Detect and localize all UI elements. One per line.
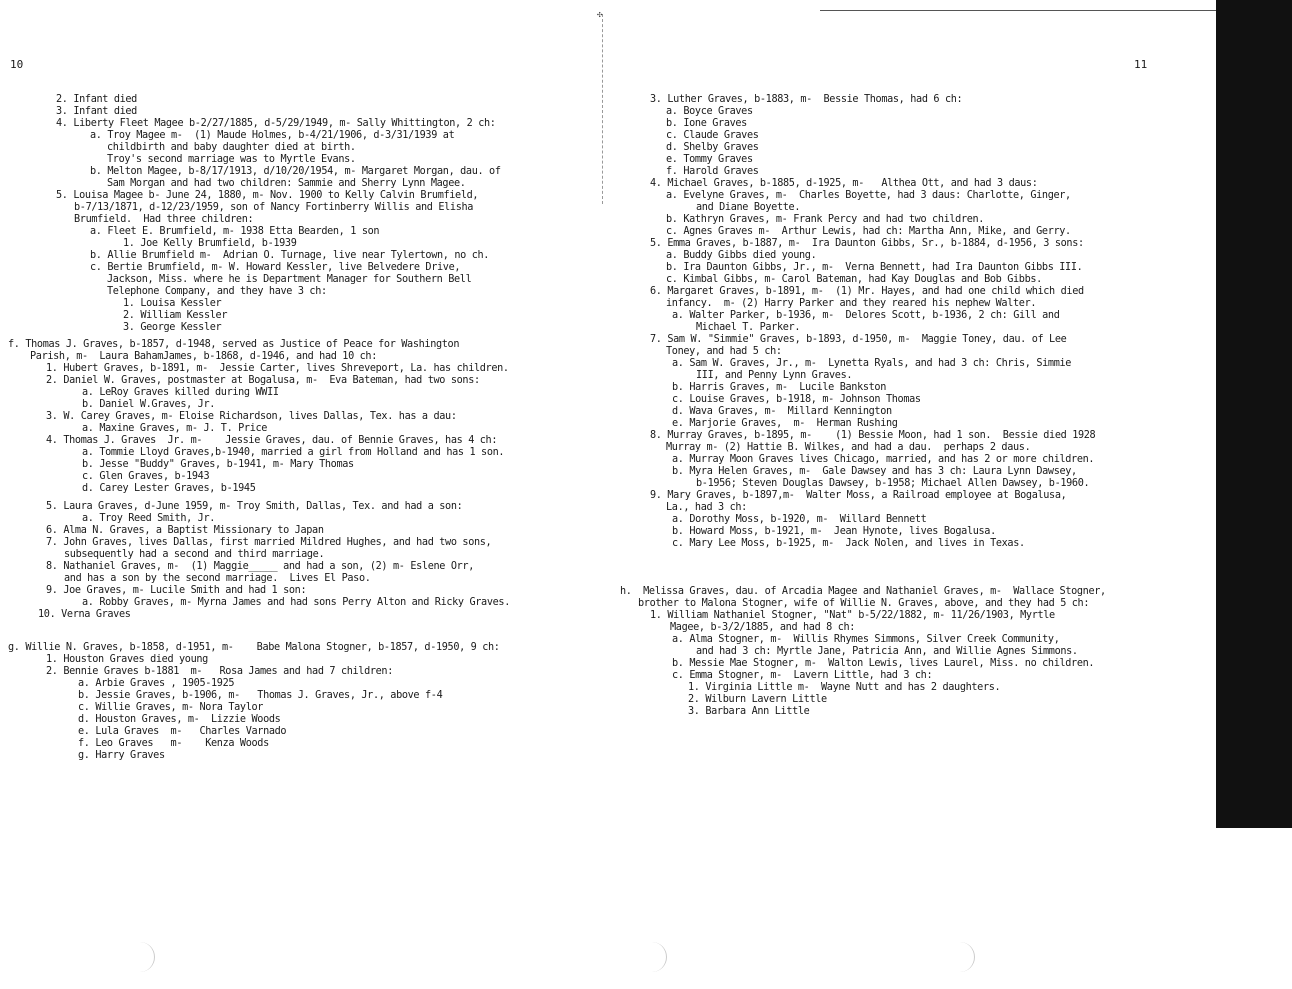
text-line: d. Wava Graves, m- Millard Kennington bbox=[672, 406, 892, 417]
text-line: h. Melissa Graves, dau. of Arcadia Magee and Nathaniel Graves, m- Wallace Stogner, bbox=[620, 586, 1106, 597]
text-line: 1. Houston Graves died young bbox=[46, 654, 208, 665]
text-line: 2. Wilburn Lavern Little bbox=[688, 694, 827, 705]
text-line: f. Leo Graves m- Kenza Woods bbox=[78, 738, 269, 749]
text-line: a. Tommie Lloyd Graves,b-1940, married a girl from Holland and has 1 son. bbox=[82, 447, 505, 458]
text-line: c. Emma Stogner, m- Lavern Little, had 3 ch: bbox=[672, 670, 933, 681]
text-line: Telephone Company, and they have 3 ch: bbox=[107, 286, 327, 297]
text-line: c. Willie Graves, m- Nora Taylor bbox=[78, 702, 264, 713]
text-line: Toney, and had 5 ch: bbox=[666, 346, 782, 357]
text-line: c. Agnes Graves m- Arthur Lewis, had ch: Martha Ann, Mike, and Gerry. bbox=[666, 226, 1071, 237]
text-line: b. Kathryn Graves, m- Frank Percy and had two children. bbox=[666, 214, 985, 225]
text-line: a. Murray Moon Graves lives Chicago, married, and has 2 or more children. bbox=[672, 454, 1095, 465]
text-line: a. Walter Parker, b-1936, m- Delores Scott, b-1936, 2 ch: Gill and bbox=[672, 310, 1060, 321]
text-line: c. Louise Graves, b-1918, m- Johnson Thomas bbox=[672, 394, 921, 405]
text-line: b. Jesse "Buddy" Graves, b-1941, m- Mary Thomas bbox=[82, 459, 354, 470]
text-line: a. Evelyne Graves, m- Charles Boyette, had 3 daus: Charlotte, Ginger, bbox=[666, 190, 1071, 201]
scan-edge-shadow bbox=[1216, 0, 1292, 828]
text-line: b. Daniel W.Graves, Jr. bbox=[82, 399, 216, 410]
text-line: a. Buddy Gibbs died young. bbox=[666, 250, 817, 261]
text-line: b. Jessie Graves, b-1906, m- Thomas J. Graves, Jr., above f-4 bbox=[78, 690, 443, 701]
text-line: a. Fleet E. Brumfield, m- 1938 Etta Bearden, 1 son bbox=[90, 226, 380, 237]
text-line: e. Marjorie Graves, m- Herman Rushing bbox=[672, 418, 898, 429]
text-line: b-1956; Steven Douglas Dawsey, b-1958; Michael Allen Dawsey, b-1960. bbox=[696, 478, 1090, 489]
text-line: and has a son by the second marriage. Lives El Paso. bbox=[64, 573, 371, 584]
text-line: c. Glen Graves, b-1943 bbox=[82, 471, 210, 482]
text-line: a. Arbie Graves , 1905-1925 bbox=[78, 678, 235, 689]
left-page bbox=[0, 0, 603, 989]
gutter-mark: ✣ bbox=[597, 10, 603, 20]
text-line: 8. Murray Graves, b-1895, m- (1) Bessie Moon, had 1 son. Bessie died 1928 bbox=[650, 430, 1096, 441]
text-line: b. Ira Daunton Gibbs, Jr., m- Verna Bennett, had Ira Daunton Gibbs III. bbox=[666, 262, 1083, 273]
text-line: 8. Nathaniel Graves, m- (1) Maggie_____ and had a son, (2) m- Eslene Orr, bbox=[46, 561, 474, 572]
text-line: c. Claude Graves bbox=[666, 130, 759, 141]
text-line: 1. Hubert Graves, b-1891, m- Jessie Carter, lives Shreveport, La. has children. bbox=[46, 363, 509, 374]
text-line: and had 3 ch: Myrtle Jane, Patricia Ann, and Willie Agnes Simmons. bbox=[696, 646, 1078, 657]
text-line: Parish, m- Laura BahamJames, b-1868, d-1946, and had 10 ch: bbox=[30, 351, 378, 362]
text-line: b. Melton Magee, b-8/17/1913, d/10/20/1954, m- Margaret Morgan, dau. of bbox=[90, 166, 501, 177]
text-line: e. Lula Graves m- Charles Varnado bbox=[78, 726, 287, 737]
text-line: g. Harry Graves bbox=[78, 750, 165, 761]
text-line: 2. William Kessler bbox=[123, 310, 228, 321]
text-line: 1. Louisa Kessler bbox=[123, 298, 222, 309]
text-line: 5. Laura Graves, d-June 1959, m- Troy Smith, Dallas, Tex. and had a son: bbox=[46, 501, 463, 512]
text-line: a. Dorothy Moss, b-1920, m- Willard Bennett bbox=[672, 514, 927, 525]
text-line: Michael T. Parker. bbox=[696, 322, 801, 333]
text-line: 7. John Graves, lives Dallas, first married Mildred Hughes, and had two sons, bbox=[46, 537, 492, 548]
text-line: 2. Infant died bbox=[56, 94, 137, 105]
text-line: f. Thomas J. Graves, b-1857, d-1948, served as Justice of Peace for Washington bbox=[8, 339, 460, 350]
text-line: b. Messie Mae Stogner, m- Walton Lewis, lives Laurel, Miss. no children. bbox=[672, 658, 1095, 669]
text-line: brother to Malona Stogner, wife of Willie N. Graves, above, and they had 5 ch: bbox=[638, 598, 1090, 609]
text-line: La., had 3 ch: bbox=[666, 502, 747, 513]
text-line: 1. Joe Kelly Brumfield, b-1939 bbox=[123, 238, 297, 249]
text-line: 1. William Nathaniel Stogner, "Nat" b-5/22/1882, m- 11/26/1903, Myrtle bbox=[650, 610, 1055, 621]
text-line: 2. Daniel W. Graves, postmaster at Bogalusa, m- Eva Bateman, had two sons: bbox=[46, 375, 480, 386]
text-line: 5. Emma Graves, b-1887, m- Ira Daunton Gibbs, Sr., b-1884, d-1956, 3 sons: bbox=[650, 238, 1084, 249]
text-line: Magee, b-3/2/1885, and had 8 ch: bbox=[670, 622, 856, 633]
text-line: 3. George Kessler bbox=[123, 322, 222, 333]
text-line: d. Houston Graves, m- Lizzie Woods bbox=[78, 714, 281, 725]
text-line: b-7/13/1871, d-12/23/1959, son of Nancy Fortinberry Willis and Elisha bbox=[74, 202, 474, 213]
text-line: b. Allie Brumfield m- Adrian O. Turnage, live near Tylertown, no ch. bbox=[90, 250, 490, 261]
text-line: 2. Bennie Graves b-1881 m- Rosa James and had 7 children: bbox=[46, 666, 394, 677]
text-line: 4. Michael Graves, b-1885, d-1925, m- Althea Ott, and had 3 daus: bbox=[650, 178, 1038, 189]
text-line: f. Harold Graves bbox=[666, 166, 759, 177]
text-line: 6. Alma N. Graves, a Baptist Missionary to Japan bbox=[46, 525, 324, 536]
text-line: 9. Joe Graves, m- Lucile Smith and had 1 son: bbox=[46, 585, 307, 596]
text-line: 3. Barbara Ann Little bbox=[688, 706, 810, 717]
text-line: Sam Morgan and had two children: Sammie and Sherry Lynn Magee. bbox=[107, 178, 466, 189]
text-line: c. Bertie Brumfield, m- W. Howard Kessler, live Belvedere Drive, bbox=[90, 262, 461, 273]
text-line: and Diane Boyette. bbox=[696, 202, 801, 213]
text-line: 10. Verna Graves bbox=[38, 609, 131, 620]
text-line: Murray m- (2) Hattie B. Wilkes, and had a dau. perhaps 2 daus. bbox=[666, 442, 1031, 453]
page-number: 11 bbox=[1134, 58, 1148, 71]
text-line: 3. W. Carey Graves, m- Eloise Richardson, lives Dallas, Tex. has a dau: bbox=[46, 411, 457, 422]
text-line: d. Carey Lester Graves, b-1945 bbox=[82, 483, 256, 494]
text-line: 4. Liberty Fleet Magee b-2/27/1885, d-5/29/1949, m- Sally Whittington, 2 ch: bbox=[56, 118, 496, 129]
text-line: 6. Margaret Graves, b-1891, m- (1) Mr. Hayes, and had one child which died bbox=[650, 286, 1084, 297]
text-line: 1. Virginia Little m- Wayne Nutt and has 2 daughters. bbox=[688, 682, 1001, 693]
text-line: c. Kimbal Gibbs, m- Carol Bateman, had Kay Douglas and Bob Gibbs. bbox=[666, 274, 1042, 285]
text-line: subsequently had a second and third marriage. bbox=[64, 549, 325, 560]
text-line: b. Myra Helen Graves, m- Gale Dawsey and has 3 ch: Laura Lynn Dawsey, bbox=[672, 466, 1077, 477]
text-line: Brumfield. Had three children: bbox=[74, 214, 254, 225]
text-line: a. Boyce Graves bbox=[666, 106, 753, 117]
text-line: c. Mary Lee Moss, b-1925, m- Jack Nolen, and lives in Texas. bbox=[672, 538, 1025, 549]
text-line: 3. Luther Graves, b-1883, m- Bessie Thomas, had 6 ch: bbox=[650, 94, 963, 105]
text-line: III, and Penny Lynn Graves. bbox=[696, 370, 853, 381]
right-page bbox=[620, 0, 1220, 989]
page-number: 10 bbox=[10, 58, 24, 71]
text-line: 7. Sam W. "Simmie" Graves, b-1893, d-1950, m- Maggie Toney, dau. of Lee bbox=[650, 334, 1067, 345]
text-line: a. Alma Stogner, m- Willis Rhymes Simmons, Silver Creek Community, bbox=[672, 634, 1060, 645]
text-line: Troy's second marriage was to Myrtle Evans. bbox=[107, 154, 356, 165]
text-line: a. Maxine Graves, m- J. T. Price bbox=[82, 423, 268, 434]
text-line: g. Willie N. Graves, b-1858, d-1951, m- Babe Malona Stogner, b-1857, d-1950, 9 ch: bbox=[8, 642, 500, 653]
text-line: a. LeRoy Graves killed during WWII bbox=[82, 387, 279, 398]
text-line: Jackson, Miss. where he is Department Manager for Southern Bell bbox=[107, 274, 472, 285]
text-line: a. Sam W. Graves, Jr., m- Lynetta Ryals, and had 3 ch: Chris, Simmie bbox=[672, 358, 1072, 369]
text-line: d. Shelby Graves bbox=[666, 142, 759, 153]
text-line: b. Ione Graves bbox=[666, 118, 747, 129]
page-gutter bbox=[602, 14, 604, 204]
text-line: b. Howard Moss, b-1921, m- Jean Hynote, lives Bogalusa. bbox=[672, 526, 996, 537]
text-line: 3. Infant died bbox=[56, 106, 137, 117]
text-line: a. Robby Graves, m- Myrna James and had sons Perry Alton and Ricky Graves. bbox=[82, 597, 510, 608]
text-line: b. Harris Graves, m- Lucile Bankston bbox=[672, 382, 886, 393]
text-line: 5. Louisa Magee b- June 24, 1880, m- Nov. 1900 to Kelly Calvin Brumfield, bbox=[56, 190, 479, 201]
text-line: a. Troy Reed Smith, Jr. bbox=[82, 513, 216, 524]
text-line: childbirth and baby daughter died at birth. bbox=[107, 142, 356, 153]
text-line: e. Tommy Graves bbox=[666, 154, 753, 165]
text-line: 9. Mary Graves, b-1897,m- Walter Moss, a Railroad employee at Bogalusa, bbox=[650, 490, 1067, 501]
text-line: infancy. m- (2) Harry Parker and they reared his nephew Walter. bbox=[666, 298, 1037, 309]
text-line: 4. Thomas J. Graves Jr. m- Jessie Graves, dau. of Bennie Graves, has 4 ch: bbox=[46, 435, 498, 446]
text-line: a. Troy Magee m- (1) Maude Holmes, b-4/21/1906, d-3/31/1939 at bbox=[90, 130, 455, 141]
